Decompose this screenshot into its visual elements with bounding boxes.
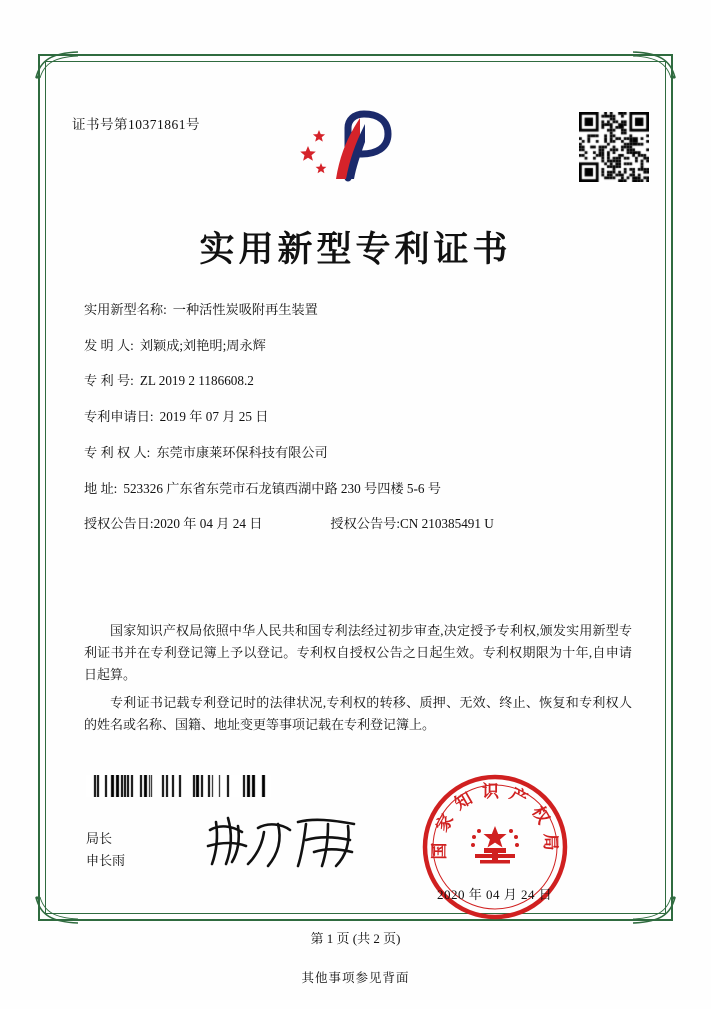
- field-list: [84, 303, 629, 550]
- director-block: [86, 828, 125, 872]
- legal-text: [84, 620, 632, 742]
- field-grant-row: [84, 517, 629, 530]
- barcode-icon: [86, 775, 271, 797]
- utility-model-name-label: 实用新型名称:: [84, 302, 167, 317]
- handwritten-signature: [202, 812, 372, 874]
- footer-note: 其他事项参见背面: [301, 971, 410, 985]
- director-label: 局长: [86, 831, 113, 846]
- paragraph-2: 专利证书记载专利登记时的法律状况,专利权的转移、质押、无效、终止、恢复和专利权人的姓名或名称、国籍、地址变更等事项记载在专利登记簿上。: [84, 695, 632, 732]
- patent-number-value: ZL 2019 2 1186608.2: [139, 373, 254, 389]
- utility-model-name-value: 一种活性炭吸附再生装置: [172, 302, 318, 317]
- patentee-label: 专 利 权 人:: [84, 444, 151, 460]
- page-title: 实用新型专利证书: [199, 229, 512, 270]
- qr-code-icon: [579, 112, 649, 182]
- inventor-label: 发 明 人:: [84, 337, 134, 353]
- certificate-number: 证书号第10371861号: [72, 117, 200, 132]
- field-inventor: [84, 339, 629, 352]
- svg-text:国家知识产权局: 国家知识产权局: [429, 782, 561, 860]
- grant-date-value: 2020 年 04 月 24 日: [153, 516, 263, 532]
- field-utility-model-name: [84, 303, 629, 316]
- address-value: 523326 广东省东莞市石龙镇西湖中路 230 号四楼 5-6 号: [123, 480, 441, 496]
- patentee-value: 东莞市康莱环保科技有限公司: [156, 444, 328, 460]
- seal-date: 2020 年 04 月 24 日: [437, 887, 553, 902]
- director-name: 申长雨: [86, 853, 126, 868]
- field-address: [84, 482, 629, 495]
- paragraph-1: 国家知识产权局依照中华人民共和国专利法经过初步审查,决定授予专利权,颁发实用新型专利证书并在专利登记簿上予以登记。专利权自授权公告之日起生效。专利权期限为十年,自申请日起算。: [84, 623, 632, 682]
- inventor-value: 刘颖成;刘艳明;周永辉: [139, 337, 266, 353]
- field-patentee: [84, 446, 629, 459]
- grant-number-value: CN 210385491 U: [400, 516, 494, 532]
- field-application-date: [84, 410, 629, 423]
- address-label: 地 址:: [84, 480, 118, 496]
- field-patent-number: [84, 374, 629, 387]
- grant-date-label: 授权公告日:: [84, 516, 154, 532]
- grant-number-label: 授权公告号:: [330, 516, 401, 532]
- page-number: 第 1 页 (共 2 页): [310, 931, 401, 946]
- cnipa-logo-icon: [296, 108, 416, 186]
- patent-number-label: 专 利 号:: [84, 373, 134, 389]
- application-date-value: 2019 年 07 月 25 日: [159, 409, 269, 425]
- application-date-label: 专利申请日:: [84, 409, 154, 425]
